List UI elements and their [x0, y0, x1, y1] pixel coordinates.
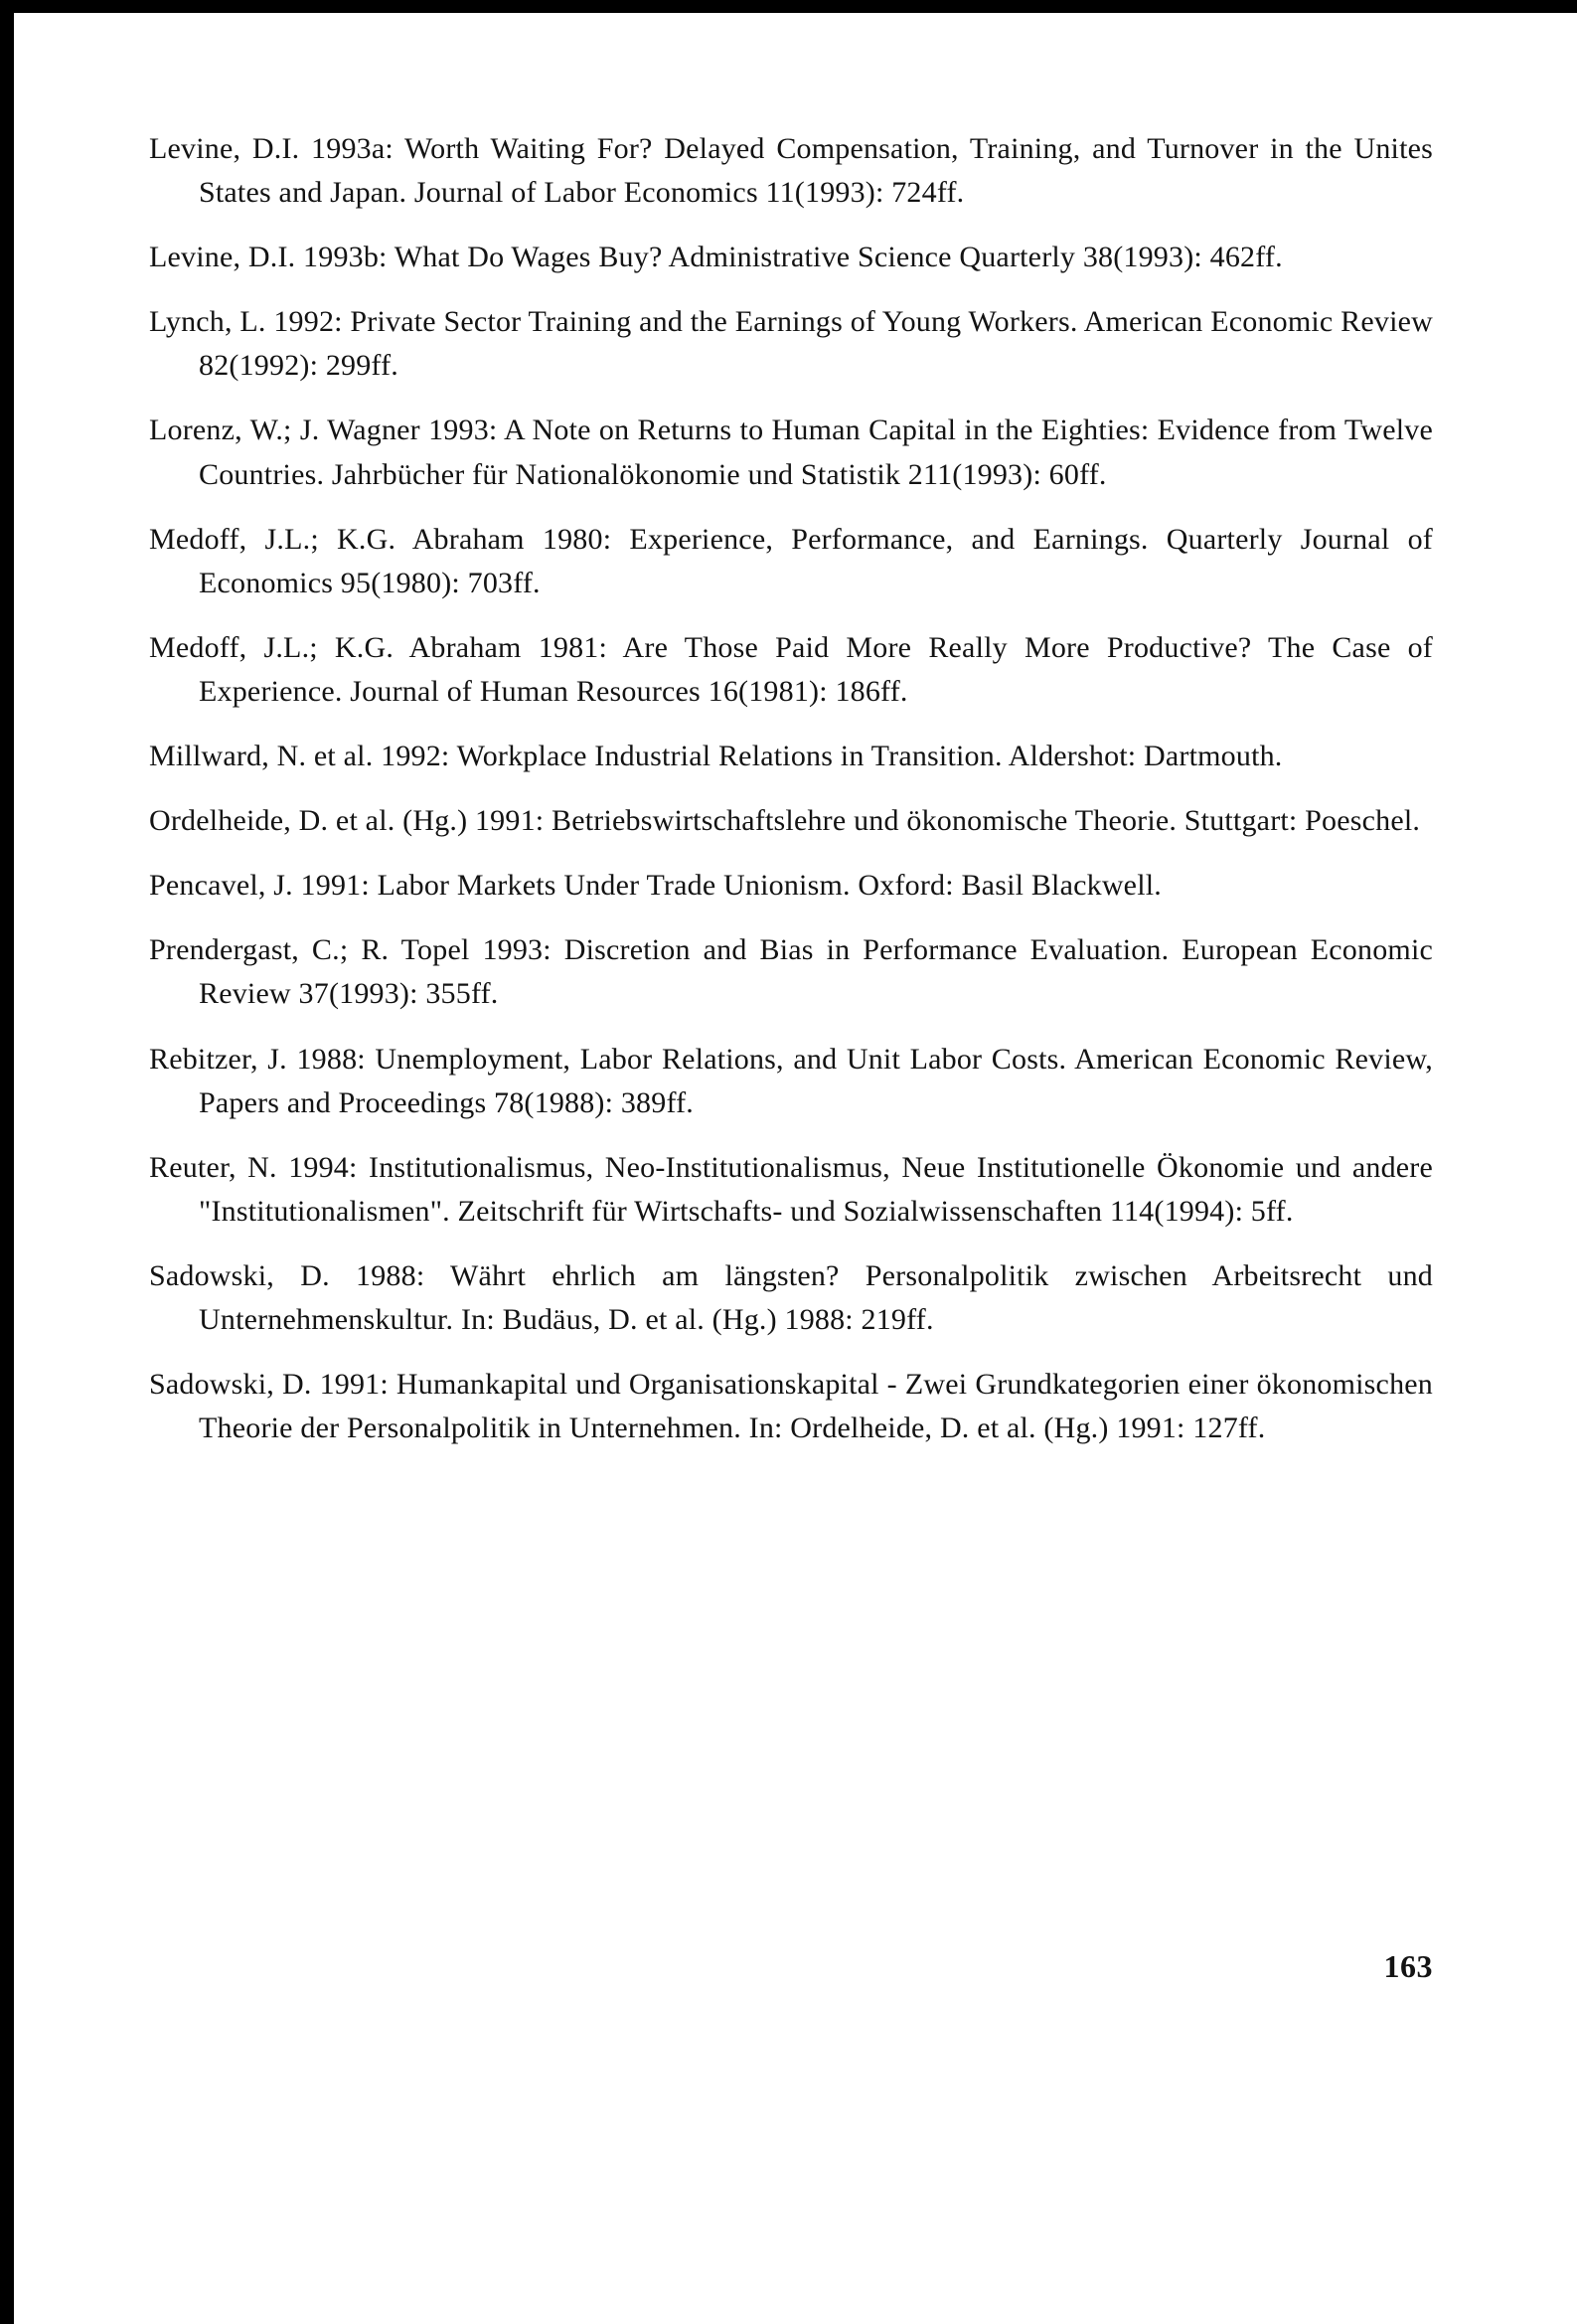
reference-entry: Millward, N. et al. 1992: Workplace Industrial Relations in Transition. Aldershot: Dartmouth.: [149, 740, 1283, 773]
reference-entry: Pencavel, J. 1991: Labor Markets Under Trade Unionism. Oxford: Basil Blackwell.: [149, 869, 1162, 903]
reference-entry: Reuter, N. 1994: Institutionalismus, Neo-Institutionalismus, Neue Institutionelle Ökonomie und andere "Institutionalismen". Zeitschrift für Wirtschafts- und Sozialwissenschaften 114(1994): 5ff.: [149, 1150, 1433, 1228]
page-number: 163: [1383, 1948, 1433, 1984]
reference-entry: Levine, D.I. 1993b: What Do Wages Buy? Administrative Science Quarterly 38(1993): 462ff.: [149, 241, 1283, 274]
reference-entry: Prendergast, C.; R. Topel 1993: Discretion and Bias in Performance Evaluation. European Economic Review 37(1993): 355ff.: [149, 933, 1433, 1011]
scan-border-left: [0, 0, 14, 2324]
reference-entry: Ordelheide, D. et al. (Hg.) 1991: Betriebswirtschaftslehre und ökonomische Theorie. Stuttgart: Poeschel.: [149, 804, 1421, 838]
bibliography-list: [149, 127, 1433, 1471]
scan-border-top: [0, 0, 1577, 13]
reference-entry: Medoff, J.L.; K.G. Abraham 1981: Are Those Paid More Really More Productive? The Case of Experience. Journal of Human Resources 16(1981): 186ff.: [149, 630, 1433, 708]
reference-entry: Medoff, J.L.; K.G. Abraham 1980: Experience, Performance, and Earnings. Quarterly Journal of Economics 95(1980): 703ff.: [149, 522, 1433, 599]
reference-entry: Lynch, L. 1992: Private Sector Training and the Earnings of Young Workers. American Economic Review 82(1992): 299ff.: [149, 305, 1433, 383]
reference-entry: Lorenz, W.; J. Wagner 1993: A Note on Returns to Human Capital in the Eighties: Evidence from Twelve Countries. Jahrbücher für Nationalökonomie und Statistik 211(1993): 60ff.: [149, 414, 1433, 491]
reference-entry: Sadowski, D. 1988: Währt ehrlich am längsten? Personalpolitik zwischen Arbeitsrecht und Unternehmenskultur. In: Budäus, D. et al. (Hg.) 1988: 219ff.: [149, 1258, 1433, 1336]
reference-entry: Sadowski, D. 1991: Humankapital und Organisationskapital - Zwei Grundkategorien einer ökonomischen Theorie der Personalpolitik in Unternehmen. In: Ordelheide, D. et al. (Hg.) 1991: 127ff.: [149, 1368, 1433, 1445]
reference-entry: Rebitzer, J. 1988: Unemployment, Labor Relations, and Unit Labor Costs. American Economic Review, Papers and Proceedings 78(1988): 389ff.: [149, 1042, 1433, 1119]
reference-entry: Levine, D.I. 1993a: Worth Waiting For? Delayed Compensation, Training, and Turnover in the Unites States and Japan. Journal of Labor Economics 11(1993): 724ff.: [149, 132, 1433, 210]
